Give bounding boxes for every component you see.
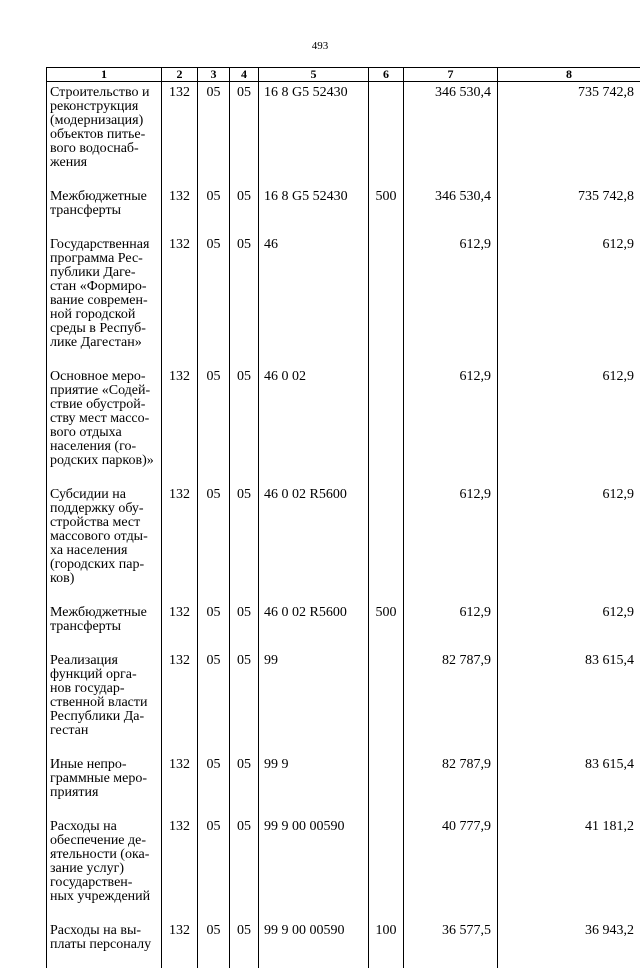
table-row xyxy=(47,920,640,952)
header-col-3: 3 xyxy=(198,68,230,82)
item-name-line: зание услуг) xyxy=(50,862,159,876)
spacer-cell xyxy=(198,800,230,816)
row-spacer xyxy=(47,170,640,186)
cell-amount-year2: 612,9 xyxy=(498,366,640,468)
spacer-cell xyxy=(198,738,230,754)
cell-target-article: 99 xyxy=(259,650,369,738)
cell-amount-year1: 612,9 xyxy=(404,234,498,350)
cell-subsection: 05 xyxy=(230,82,259,171)
table-row xyxy=(47,650,640,738)
cell-amount-year1: 346 530,4 xyxy=(404,82,498,171)
header-col-4: 4 xyxy=(230,68,259,82)
cell-expense-type xyxy=(369,366,404,468)
spacer-cell xyxy=(198,170,230,186)
item-name-line: среды в Респуб- xyxy=(50,322,159,336)
table-row xyxy=(47,816,640,904)
spacer-cell xyxy=(259,218,369,234)
cell-subsection: 05 xyxy=(230,186,259,218)
spacer-cell xyxy=(162,586,198,602)
cell-section: 05 xyxy=(198,754,230,800)
spacer-cell xyxy=(230,952,259,968)
spacer-cell xyxy=(369,952,404,968)
spacer-cell xyxy=(162,350,198,366)
row-spacer xyxy=(47,952,640,968)
spacer-cell xyxy=(47,952,162,968)
spacer-cell xyxy=(162,738,198,754)
item-name-line: родских парков)» xyxy=(50,454,159,468)
cell-amount-year1: 82 787,9 xyxy=(404,754,498,800)
cell-item-name xyxy=(47,602,162,634)
cell-target-article: 46 0 02 R5600 xyxy=(259,484,369,586)
spacer-cell xyxy=(404,952,498,968)
cell-item-name xyxy=(47,650,162,738)
spacer-cell xyxy=(198,904,230,920)
item-name-line: Государственная xyxy=(50,238,159,252)
cell-amount-year2: 83 615,4 xyxy=(498,754,640,800)
item-name-line: Республики Да- xyxy=(50,710,159,724)
spacer-cell xyxy=(498,634,640,650)
spacer-cell xyxy=(47,350,162,366)
spacer-cell xyxy=(47,904,162,920)
cell-rz-code: 132 xyxy=(162,82,198,171)
cell-target-article: 16 8 G5 52430 xyxy=(259,82,369,171)
budget-table xyxy=(46,67,640,968)
cell-subsection: 05 xyxy=(230,602,259,634)
spacer-cell xyxy=(498,738,640,754)
cell-rz-code: 132 xyxy=(162,650,198,738)
spacer-cell xyxy=(498,218,640,234)
item-name-line: Иные непро- xyxy=(50,758,159,772)
item-name-line: поддержку обу- xyxy=(50,502,159,516)
item-name-line: приятия xyxy=(50,786,159,800)
header-col-2: 2 xyxy=(162,68,198,82)
spacer-cell xyxy=(259,952,369,968)
spacer-cell xyxy=(498,468,640,484)
spacer-cell xyxy=(259,904,369,920)
item-name-line: (городских пар- xyxy=(50,558,159,572)
cell-amount-year1: 346 530,4 xyxy=(404,186,498,218)
cell-rz-code: 132 xyxy=(162,754,198,800)
cell-subsection: 05 xyxy=(230,816,259,904)
cell-subsection: 05 xyxy=(230,650,259,738)
cell-section: 05 xyxy=(198,602,230,634)
spacer-cell xyxy=(259,170,369,186)
cell-amount-year2: 612,9 xyxy=(498,484,640,586)
cell-subsection: 05 xyxy=(230,366,259,468)
row-spacer xyxy=(47,468,640,484)
cell-target-article: 46 0 02 xyxy=(259,366,369,468)
item-name-line: Межбюджетные xyxy=(50,606,159,620)
cell-rz-code: 132 xyxy=(162,234,198,350)
spacer-cell xyxy=(404,800,498,816)
spacer-cell xyxy=(162,800,198,816)
spacer-cell xyxy=(230,170,259,186)
header-col-7: 7 xyxy=(404,68,498,82)
spacer-cell xyxy=(47,634,162,650)
cell-item-name xyxy=(47,366,162,468)
page-number: 493 xyxy=(0,40,640,52)
cell-rz-code: 132 xyxy=(162,366,198,468)
spacer-cell xyxy=(498,170,640,186)
cell-item-name xyxy=(47,816,162,904)
header-col-8: 8 xyxy=(498,68,640,82)
item-name-line: Расходы на xyxy=(50,820,159,834)
cell-item-name xyxy=(47,484,162,586)
cell-amount-year2: 41 181,2 xyxy=(498,816,640,904)
spacer-cell xyxy=(498,904,640,920)
spacer-cell xyxy=(404,170,498,186)
spacer-cell xyxy=(230,468,259,484)
cell-amount-year1: 612,9 xyxy=(404,484,498,586)
table-body xyxy=(47,82,640,968)
cell-expense-type xyxy=(369,484,404,586)
item-name-line: Межбюджетные xyxy=(50,190,159,204)
item-name-line: ятельности (ока- xyxy=(50,848,159,862)
item-name-line: массового отды- xyxy=(50,530,159,544)
item-name-line: ных учреждений xyxy=(50,890,159,904)
cell-amount-year2: 735 742,8 xyxy=(498,186,640,218)
item-name-line: ков) xyxy=(50,572,159,586)
spacer-cell xyxy=(404,468,498,484)
cell-expense-type xyxy=(369,650,404,738)
spacer-cell xyxy=(498,586,640,602)
cell-rz-code: 132 xyxy=(162,484,198,586)
spacer-cell xyxy=(47,468,162,484)
spacer-cell xyxy=(259,738,369,754)
spacer-cell xyxy=(404,586,498,602)
cell-amount-year1: 40 777,9 xyxy=(404,816,498,904)
spacer-cell xyxy=(47,218,162,234)
spacer-cell xyxy=(259,586,369,602)
spacer-cell xyxy=(259,350,369,366)
spacer-cell xyxy=(259,634,369,650)
cell-amount-year2: 612,9 xyxy=(498,602,640,634)
item-name-line: вого отдыха xyxy=(50,426,159,440)
spacer-cell xyxy=(259,468,369,484)
cell-rz-code: 132 xyxy=(162,816,198,904)
cell-expense-type xyxy=(369,754,404,800)
spacer-cell xyxy=(230,586,259,602)
spacer-cell xyxy=(162,468,198,484)
cell-rz-code: 132 xyxy=(162,920,198,952)
table-row xyxy=(47,366,640,468)
item-name-line: приятие «Содей- xyxy=(50,384,159,398)
item-name-line: вание современ- xyxy=(50,294,159,308)
header-col-6: 6 xyxy=(369,68,404,82)
spacer-cell xyxy=(47,170,162,186)
cell-section: 05 xyxy=(198,650,230,738)
item-name-line: объектов питье- xyxy=(50,128,159,142)
cell-amount-year2: 36 943,2 xyxy=(498,920,640,952)
item-name-line: функций орга- xyxy=(50,668,159,682)
row-spacer xyxy=(47,738,640,754)
cell-amount-year1: 36 577,5 xyxy=(404,920,498,952)
spacer-cell xyxy=(369,904,404,920)
spacer-cell xyxy=(259,800,369,816)
table-header-row xyxy=(47,68,640,82)
cell-section: 05 xyxy=(198,816,230,904)
item-name-line: государствен- xyxy=(50,876,159,890)
item-name-line: (модернизация) xyxy=(50,114,159,128)
cell-amount-year1: 612,9 xyxy=(404,602,498,634)
row-spacer xyxy=(47,634,640,650)
cell-target-article: 46 0 02 R5600 xyxy=(259,602,369,634)
row-spacer xyxy=(47,904,640,920)
row-spacer xyxy=(47,800,640,816)
item-name-line: ствие обустрой- xyxy=(50,398,159,412)
spacer-cell xyxy=(198,468,230,484)
cell-expense-type xyxy=(369,816,404,904)
item-name-line: трансферты xyxy=(50,620,159,634)
cell-target-article: 16 8 G5 52430 xyxy=(259,186,369,218)
cell-subsection: 05 xyxy=(230,920,259,952)
row-spacer xyxy=(47,350,640,366)
item-name-line: стройства мест xyxy=(50,516,159,530)
item-name-line: Расходы на вы- xyxy=(50,924,159,938)
spacer-cell xyxy=(198,350,230,366)
item-name-line: вого водоснаб- xyxy=(50,142,159,156)
cell-amount-year1: 82 787,9 xyxy=(404,650,498,738)
header-col-5: 5 xyxy=(259,68,369,82)
cell-section: 05 xyxy=(198,920,230,952)
cell-amount-year1: 612,9 xyxy=(404,366,498,468)
spacer-cell xyxy=(162,952,198,968)
cell-section: 05 xyxy=(198,234,230,350)
spacer-cell xyxy=(404,350,498,366)
item-name-line: Строительство и xyxy=(50,86,159,100)
spacer-cell xyxy=(198,586,230,602)
spacer-cell xyxy=(47,800,162,816)
row-spacer xyxy=(47,218,640,234)
cell-section: 05 xyxy=(198,186,230,218)
cell-item-name xyxy=(47,234,162,350)
item-name-line: гестан xyxy=(50,724,159,738)
item-name-line: реконструкция xyxy=(50,100,159,114)
spacer-cell xyxy=(369,218,404,234)
spacer-cell xyxy=(498,952,640,968)
spacer-cell xyxy=(230,218,259,234)
item-name-line: Основное меро- xyxy=(50,370,159,384)
item-name-line: обеспечение де- xyxy=(50,834,159,848)
cell-target-article: 99 9 00 00590 xyxy=(259,816,369,904)
spacer-cell xyxy=(404,634,498,650)
spacer-cell xyxy=(198,218,230,234)
item-name-line: лике Дагестан» xyxy=(50,336,159,350)
item-name-line: ной городской xyxy=(50,308,159,322)
cell-amount-year2: 612,9 xyxy=(498,234,640,350)
spacer-cell xyxy=(198,634,230,650)
cell-item-name xyxy=(47,920,162,952)
table-row xyxy=(47,82,640,171)
spacer-cell xyxy=(230,800,259,816)
cell-item-name xyxy=(47,754,162,800)
spacer-cell xyxy=(404,738,498,754)
cell-item-name xyxy=(47,186,162,218)
spacer-cell xyxy=(230,904,259,920)
item-name-line: трансферты xyxy=(50,204,159,218)
item-name-line: стан «Формиро- xyxy=(50,280,159,294)
cell-amount-year2: 83 615,4 xyxy=(498,650,640,738)
item-name-line: ственной власти xyxy=(50,696,159,710)
cell-subsection: 05 xyxy=(230,484,259,586)
item-name-line: публики Даге- xyxy=(50,266,159,280)
spacer-cell xyxy=(230,634,259,650)
cell-target-article: 99 9 00 00590 xyxy=(259,920,369,952)
cell-subsection: 05 xyxy=(230,234,259,350)
spacer-cell xyxy=(498,800,640,816)
item-name-line: нов государ- xyxy=(50,682,159,696)
item-name-line: Субсидии на xyxy=(50,488,159,502)
spacer-cell xyxy=(369,468,404,484)
item-name-line: Реализация xyxy=(50,654,159,668)
spacer-cell xyxy=(369,800,404,816)
spacer-cell xyxy=(47,738,162,754)
cell-expense-type xyxy=(369,234,404,350)
cell-expense-type: 500 xyxy=(369,186,404,218)
table-row xyxy=(47,602,640,634)
spacer-cell xyxy=(369,634,404,650)
table-row xyxy=(47,234,640,350)
spacer-cell xyxy=(162,218,198,234)
item-name-line: жения xyxy=(50,156,159,170)
cell-expense-type: 500 xyxy=(369,602,404,634)
spacer-cell xyxy=(230,350,259,366)
spacer-cell xyxy=(498,350,640,366)
spacer-cell xyxy=(198,952,230,968)
cell-item-name xyxy=(47,82,162,171)
item-name-line: ха населения xyxy=(50,544,159,558)
table-row xyxy=(47,484,640,586)
spacer-cell xyxy=(162,634,198,650)
cell-rz-code: 132 xyxy=(162,186,198,218)
spacer-cell xyxy=(369,170,404,186)
table-row xyxy=(47,186,640,218)
spacer-cell xyxy=(47,586,162,602)
cell-section: 05 xyxy=(198,366,230,468)
cell-expense-type xyxy=(369,82,404,171)
table-row xyxy=(47,754,640,800)
spacer-cell xyxy=(404,218,498,234)
spacer-cell xyxy=(404,904,498,920)
row-spacer xyxy=(47,586,640,602)
item-name-line: платы персоналу xyxy=(50,938,159,952)
item-name-line: населения (го- xyxy=(50,440,159,454)
cell-subsection: 05 xyxy=(230,754,259,800)
cell-section: 05 xyxy=(198,82,230,171)
item-name-line: программа Рес- xyxy=(50,252,159,266)
spacer-cell xyxy=(230,738,259,754)
cell-target-article: 46 xyxy=(259,234,369,350)
cell-expense-type: 100 xyxy=(369,920,404,952)
cell-amount-year2: 735 742,8 xyxy=(498,82,640,171)
spacer-cell xyxy=(162,904,198,920)
item-name-line: граммные меро- xyxy=(50,772,159,786)
cell-section: 05 xyxy=(198,484,230,586)
spacer-cell xyxy=(369,586,404,602)
spacer-cell xyxy=(162,170,198,186)
spacer-cell xyxy=(369,738,404,754)
cell-rz-code: 132 xyxy=(162,602,198,634)
header-col-1: 1 xyxy=(47,68,162,82)
spacer-cell xyxy=(369,350,404,366)
cell-target-article: 99 9 xyxy=(259,754,369,800)
item-name-line: ству мест массо- xyxy=(50,412,159,426)
